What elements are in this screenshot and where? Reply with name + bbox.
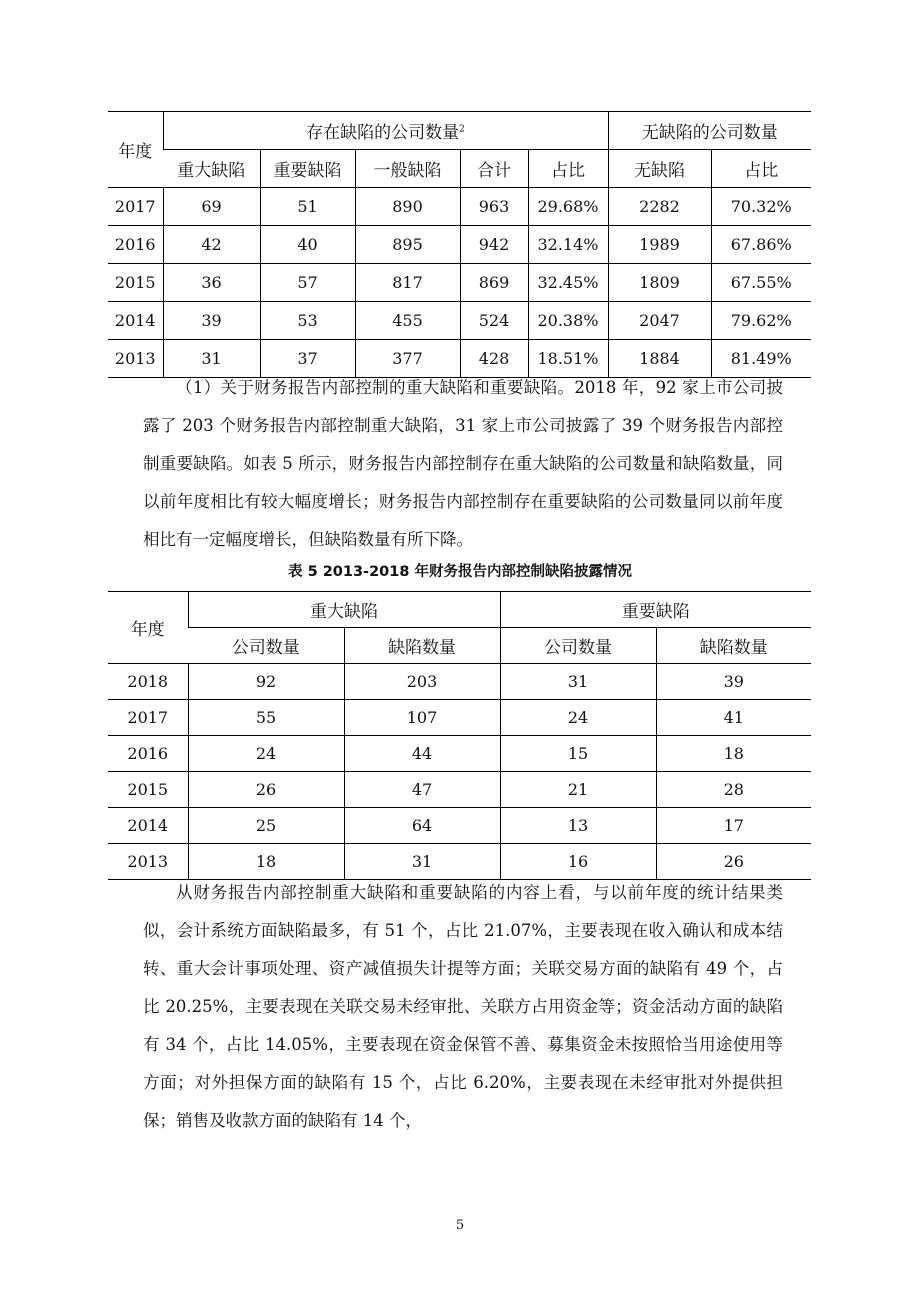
table-cell: 1884	[608, 340, 711, 378]
column-header: 缺陷数量	[344, 628, 500, 664]
important-defect-group-header: 重要缺陷	[500, 592, 811, 628]
table-cell: 26	[188, 772, 344, 808]
column-header: 重要缺陷	[260, 150, 355, 188]
table-cell: 13	[500, 808, 656, 844]
column-header: 无缺陷	[608, 150, 711, 188]
column-header: 占比	[711, 150, 811, 188]
year-cell: 2014	[108, 808, 188, 844]
table-cell: 895	[355, 226, 460, 264]
year-cell: 2018	[108, 664, 188, 700]
table-cell: 79.62%	[711, 302, 811, 340]
table-cell: 18.51%	[528, 340, 608, 378]
column-header: 公司数量	[188, 628, 344, 664]
table-cell: 26	[656, 844, 811, 880]
table-cell: 67.55%	[711, 264, 811, 302]
table-cell: 18	[188, 844, 344, 880]
table-cell: 36	[163, 264, 260, 302]
table-cell: 69	[163, 188, 260, 226]
table-cell: 377	[355, 340, 460, 378]
column-header: 占比	[528, 150, 608, 188]
table-row	[108, 700, 811, 736]
table-cell: 25	[188, 808, 344, 844]
table-cell: 40	[260, 226, 355, 264]
table-row	[108, 736, 811, 772]
table2-subheader-row	[108, 628, 811, 664]
table-cell: 64	[344, 808, 500, 844]
table-cell: 31	[500, 664, 656, 700]
major-defect-group-header: 重大缺陷	[188, 592, 500, 628]
table-cell: 53	[260, 302, 355, 340]
year-cell: 2016	[108, 736, 188, 772]
table-cell: 890	[355, 188, 460, 226]
table-cell: 51	[260, 188, 355, 226]
no-defect-group-header: 无缺陷的公司数量	[608, 112, 811, 150]
table-row	[108, 226, 811, 264]
table-cell: 57	[260, 264, 355, 302]
footnote-marker: 2	[459, 124, 465, 135]
paragraph-2: 从财务报告内部控制重大缺陷和重要缺陷的内容上看，与以前年度的统计结果类似，会计系统方面缺陷最多，有 51 个，占比 21.07%，主要表现在收入确认和成本结转、重大会计事项处理、资产减值损失计提等方面；关联交易方面的缺陷有 49 个，占比 20.25%，主要表现在关联交易未经审批、关联方占用资金等；资金活动方面的缺陷有 34 个，占比 14.05%，主要表现在资金保管不善、募集资金未按照恰当用途使用等方面；对外担保方面的缺陷有 15 个，占比 6.20%，主要表现在未经审批对外提供担保；销售及收款方面的缺陷有 14 个，	[143, 883, 783, 1130]
year-cell: 2016	[108, 226, 163, 264]
table-cell: 24	[500, 700, 656, 736]
table-cell: 455	[355, 302, 460, 340]
table-row	[108, 188, 811, 226]
table-cell: 869	[460, 264, 528, 302]
table-cell: 203	[344, 664, 500, 700]
year-cell: 2017	[108, 188, 163, 226]
page-number: 5	[455, 1218, 465, 1233]
table1-subheader-row	[108, 150, 811, 188]
table-cell: 15	[500, 736, 656, 772]
year-header: 年度	[108, 112, 163, 188]
table-cell: 428	[460, 340, 528, 378]
table-cell: 44	[344, 736, 500, 772]
table-cell: 17	[656, 808, 811, 844]
table-cell: 37	[260, 340, 355, 378]
year-cell: 2013	[114, 349, 156, 368]
table-row	[108, 264, 811, 302]
table-cell: 28	[656, 772, 811, 808]
table-cell: 2047	[608, 302, 711, 340]
table-cell: 32.45%	[528, 264, 608, 302]
table-cell: 524	[460, 302, 528, 340]
year-header: 年度	[108, 592, 188, 664]
paragraph-1: （1）关于财务报告内部控制的重大缺陷和重要缺陷。2018 年，92 家上市公司披露了 203 个财务报告内部控制重大缺陷，31 家上市公司披露了 39 个财务报告内部控制重要缺陷。如表 5 所示，财务报告内部控制存在重大缺陷的公司数量和缺陷数量，同以前年度相比有较大幅度增长；财务报告内部控制存在重要缺陷的公司数量同以前年度相比有一定幅度增长，但缺陷数量有所下降。	[143, 378, 783, 549]
table-cell: 942	[460, 226, 528, 264]
column-header: 缺陷数量	[656, 628, 811, 664]
table-cell: 41	[656, 700, 811, 736]
table5-defect-disclosure	[108, 591, 811, 880]
table-cell: 16	[500, 844, 656, 880]
table-cell: 29.68%	[528, 188, 608, 226]
column-header: 公司数量	[500, 628, 656, 664]
defect-group-header: 存在缺陷的公司数量$^2$	[163, 112, 608, 150]
year-cell: 2014	[108, 302, 163, 340]
table-cell: 1809	[608, 264, 711, 302]
table-cell: 67.86%	[711, 226, 811, 264]
table-cell: 70.32%	[711, 188, 811, 226]
table-cell: 81.49%	[711, 340, 811, 378]
table-cell: 92	[188, 664, 344, 700]
table-cell: 1989	[608, 226, 711, 264]
table-cell: 24	[188, 736, 344, 772]
year-cell: 2015	[108, 264, 163, 302]
table-cell: 47	[344, 772, 500, 808]
table-cell: 817	[355, 264, 460, 302]
year-cell: 2015	[108, 772, 188, 808]
table-cell: 107	[344, 700, 500, 736]
table-row	[108, 664, 811, 700]
table-cell: 39	[163, 302, 260, 340]
year-cell: 2013	[127, 852, 169, 871]
defect-company-count-table	[108, 111, 811, 378]
table-row	[108, 772, 811, 808]
table-cell: 31	[344, 844, 500, 880]
table-row	[108, 808, 811, 844]
year-cell: 2017	[108, 700, 188, 736]
table-cell: 32.14%	[528, 226, 608, 264]
table-cell: 21	[500, 772, 656, 808]
table-cell: 963	[460, 188, 528, 226]
column-header: 一般缺陷	[355, 150, 460, 188]
table-cell: 55	[188, 700, 344, 736]
table-cell: 42	[163, 226, 260, 264]
table-cell: 18	[656, 736, 811, 772]
table-row	[108, 302, 811, 340]
column-header: 重大缺陷	[163, 150, 260, 188]
column-header: 合计	[460, 150, 528, 188]
table5-caption: 表 5 2013-2018 年财务报告内部控制缺陷披露情况	[288, 564, 632, 580]
table-cell: 39	[656, 664, 811, 700]
table-cell: 31	[163, 340, 260, 378]
table-cell: 2282	[608, 188, 711, 226]
table-cell: 20.38%	[528, 302, 608, 340]
